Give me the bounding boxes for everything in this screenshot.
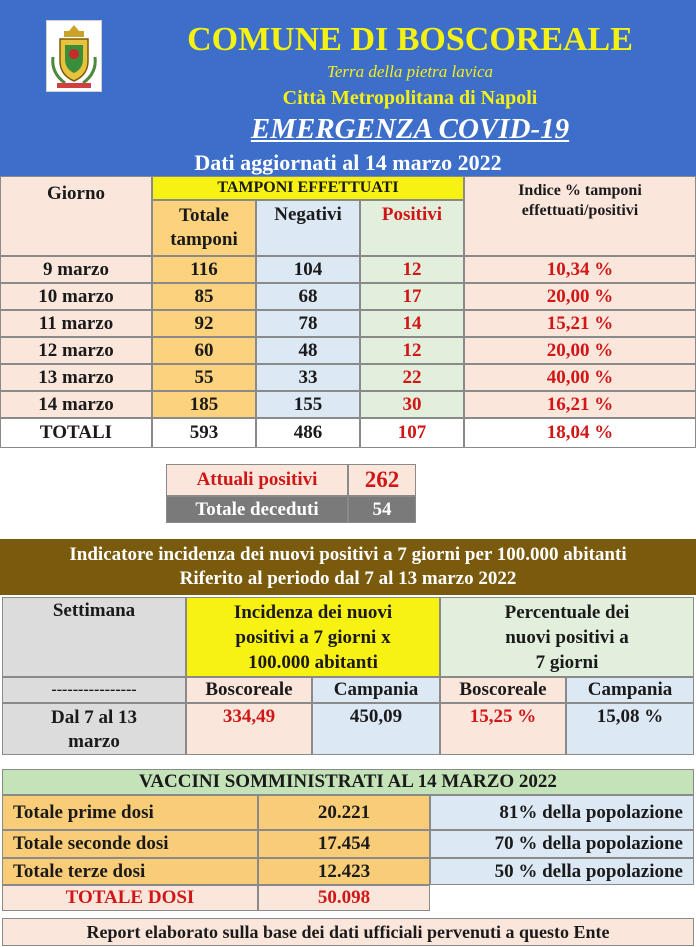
update-date: Dati aggiornati al 14 marzo 2022 [194,150,502,175]
col-header-positivi: Positivi [360,200,464,256]
cell-totale: 55 [152,364,256,391]
vaccini-value: 17.454 [258,830,430,858]
cell-giorno: 10 marzo [0,283,152,310]
cell-giorno: 9 marzo [0,256,152,283]
col-header-incidenza: Incidenza dei nuovi positivi a 7 giorni x 100.000 abitanti [186,597,440,677]
cell-giorno: 13 marzo [0,364,152,391]
cell-giorno: 12 marzo [0,337,152,364]
cell-totale: 60 [152,337,256,364]
vaccini-perc: 50 % della popolazione [430,858,694,885]
cell-totale: 92 [152,310,256,337]
cell-positivi: 12 [360,337,464,364]
vaccini-perc: 81% della popolazione [430,795,694,830]
attuali-positivi-value: 262 [348,464,416,496]
totale-dosi-value: 50.098 [258,885,430,911]
col-header-indice: Indice % tamponi effettuati/positivi [464,176,696,256]
metro-city: Città Metropolitana di Napoli [282,87,538,109]
cell-totale: 85 [152,283,256,310]
coat-of-arms-logo [46,20,102,92]
cell-negativi: 155 [256,391,360,418]
cell-negativi: 104 [256,256,360,283]
totale-deceduti-value: 54 [348,496,416,523]
cell-indice: 40,00 % [464,364,696,391]
page-title: COMUNE DI BOSCOREALE [187,21,633,58]
incidenza-title: Indicatore incidenza dei nuovi positivi a 7 giorni per 100.000 abitanti Riferito al periodo dal 7 al 13 marzo 2022 [0,539,696,595]
col-header-giorno: Giorno [0,176,152,256]
sub-header-boscoreale-percentuale: Boscoreale [440,677,566,703]
cell-indice: 10,34 % [464,256,696,283]
emergency-title: EMERGENZA COVID-19 [250,113,570,145]
totale-deceduti-label: Totale deceduti [166,496,348,523]
sub-header-campania-incidenza: Campania [312,677,440,703]
vaccini-label: Totale seconde dosi [2,830,258,858]
cell-totale: 185 [152,391,256,418]
cell-negativi: 68 [256,283,360,310]
inc-campania-value: 450,09 [312,703,440,755]
inc-boscoreale-value: 334,49 [186,703,312,755]
totale-dosi-label: TOTALE DOSI [2,885,258,911]
col-header-tamponi-group: TAMPONI EFFETTUATI [152,176,464,200]
footer-note: Report elaborato sulla base dei dati ufficiali pervenuti a questo Ente [2,918,694,946]
tagline: Terra della pietra lavica [326,62,494,81]
cell-giorno: 11 marzo [0,310,152,337]
cell-indice: 20,00 % [464,283,696,310]
cell-giorno: 14 marzo [0,391,152,418]
row-label-settimana: Dal 7 al 13 marzo [2,703,186,755]
dashes-cell: ---------------- [2,677,186,703]
cell-negativi: 486 [256,418,360,448]
cell-indice: 18,04 % [464,418,696,448]
cell-giorno: TOTALI [0,418,152,448]
perc-campania-value: 15,08 % [566,703,694,755]
cell-negativi: 78 [256,310,360,337]
cell-positivi: 12 [360,256,464,283]
vaccini-label: Totale prime dosi [2,795,258,830]
attuali-positivi-label: Attuali positivi [166,464,348,496]
cell-positivi: 107 [360,418,464,448]
perc-boscoreale-value: 15,25 % [440,703,566,755]
col-header-totale: Totale tamponi [152,200,256,256]
vaccini-value: 12.423 [258,858,430,885]
sub-header-campania-percentuale: Campania [566,677,694,703]
sub-header-boscoreale-incidenza: Boscoreale [186,677,312,703]
cell-positivi: 22 [360,364,464,391]
cell-positivi: 14 [360,310,464,337]
col-header-settimana: Settimana [2,597,186,677]
col-header-percentuale: Percentuale dei nuovi positivi a 7 giorni [440,597,694,677]
vaccini-label: Totale terze dosi [2,858,258,885]
cell-indice: 15,21 % [464,310,696,337]
vaccini-perc: 70 % della popolazione [430,830,694,858]
vaccini-value: 20.221 [258,795,430,830]
vaccini-title: VACCINI SOMMINISTRATI AL 14 MARZO 2022 [2,769,694,795]
cell-totale: 116 [152,256,256,283]
cell-indice: 16,21 % [464,391,696,418]
cell-indice: 20,00 % [464,337,696,364]
cell-totale: 593 [152,418,256,448]
cell-positivi: 30 [360,391,464,418]
cell-negativi: 48 [256,337,360,364]
cell-positivi: 17 [360,283,464,310]
cell-negativi: 33 [256,364,360,391]
col-header-negativi: Negativi [256,200,360,256]
